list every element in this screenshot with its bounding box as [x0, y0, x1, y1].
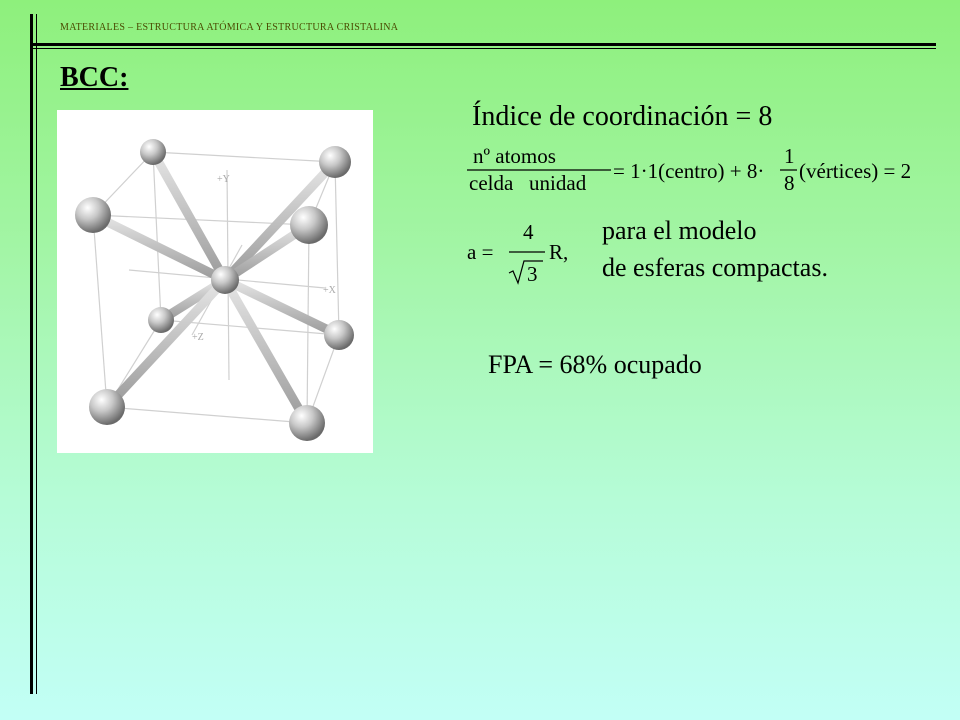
lattice-parameter-formula [465, 215, 585, 287]
formula-numerator: nº atomos [473, 145, 556, 168]
atom-front-top-left [75, 197, 111, 233]
atom-center [211, 266, 239, 294]
atom-front-bottom-left [89, 389, 125, 425]
atom-back-top-right [319, 146, 351, 178]
atoms-per-cell-formula [465, 145, 935, 195]
bcc-crystal-svg [57, 110, 373, 453]
formula-rhs1: = 1·1(centro) + 8· [613, 159, 765, 183]
a-den: 3 [527, 262, 538, 286]
a-lhs: a = [467, 240, 494, 264]
coordination-index: Índice de coordinación = 8 [472, 101, 773, 132]
left-rule-thin [36, 14, 37, 694]
atom-front-bottom-right [289, 405, 325, 441]
atom-back-top-left [140, 139, 166, 165]
atom-back-bottom-left [148, 307, 174, 333]
axis-z-label: +Z [192, 332, 204, 343]
model-text-line2: de esferas compactas. [602, 253, 828, 282]
a-rhs: R, [549, 240, 569, 264]
top-rule [30, 43, 936, 46]
formula-denominator: celda unidad [469, 171, 587, 195]
axis-y-label: +Y [217, 174, 230, 185]
slide-header: MATERIALES – ESTRUCTURA ATÓMICA Y ESTRUCTURA CRISTALINA [60, 22, 399, 33]
model-text-line1: para el modelo [602, 216, 757, 245]
formula-frac-num: 1 [784, 145, 795, 168]
slide-title: BCC: [60, 62, 129, 93]
packing-factor: FPA = 68% ocupado [488, 350, 702, 379]
left-rule [30, 14, 33, 694]
a-num: 4 [523, 220, 534, 244]
axis-x-label: +X [323, 285, 336, 296]
bcc-crystal-figure [57, 110, 373, 453]
formula-rhs2: (vértices) = 2 [799, 159, 912, 183]
formula-frac-den: 8 [784, 171, 795, 195]
top-rule-thin [30, 48, 936, 49]
atom-front-top-right [290, 206, 328, 244]
atom-back-bottom-right [324, 320, 354, 350]
